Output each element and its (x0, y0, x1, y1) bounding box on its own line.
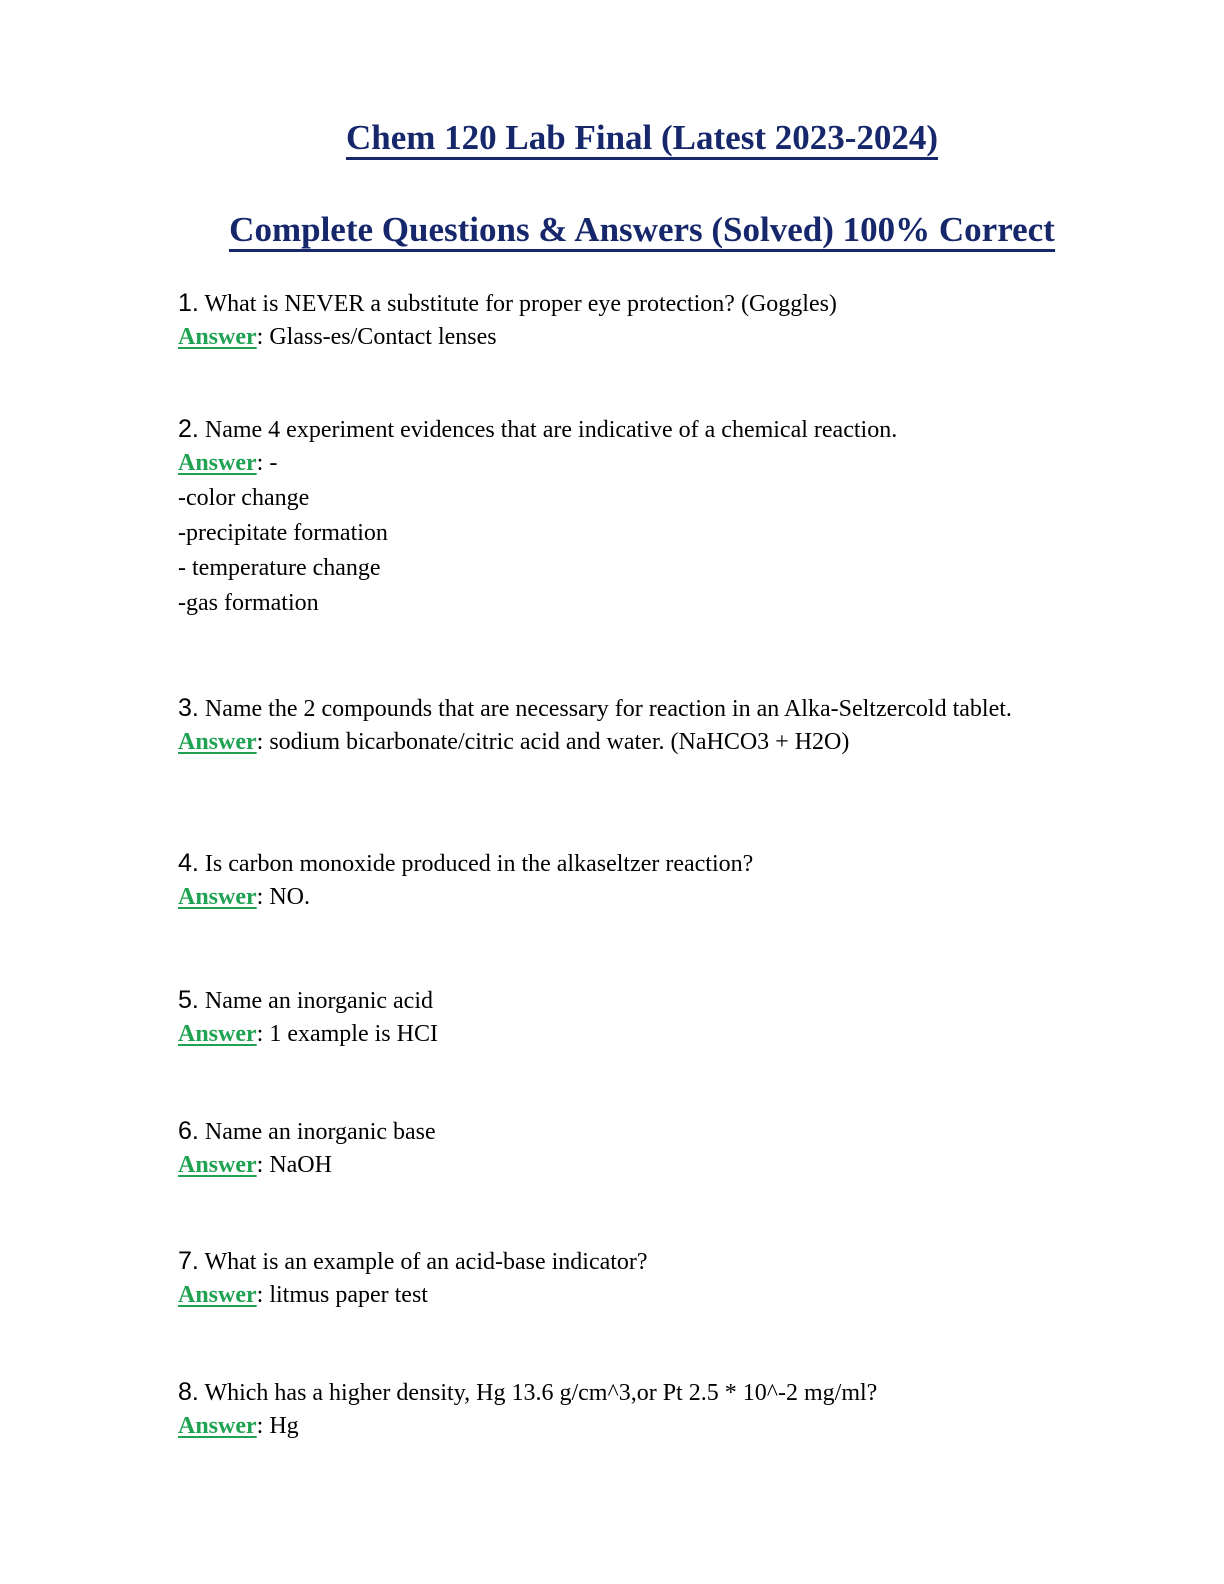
question-text: Is carbon monoxide produced in the alkaseltzer reaction? (204, 851, 754, 877)
document-title: Chem 120 Lab Final (Latest 2023-2024) (30, 118, 1224, 158)
answer-text: : litmus paper test (256, 1282, 428, 1308)
question-text: What is NEVER a substitute for proper eye protection? (Goggles) (204, 291, 837, 317)
answer-label: Answer (178, 729, 257, 755)
answer-1 (178, 320, 1098, 355)
question-block-6 (178, 1116, 1098, 1183)
question-block-4 (178, 848, 1098, 915)
answer-list-item: -gas formation (178, 590, 319, 616)
question-number: 7. (178, 1247, 199, 1275)
answer-4 (178, 880, 1098, 915)
answer-label: Answer (178, 1413, 257, 1439)
answer-text: : - (256, 450, 278, 476)
question-5 (178, 985, 1098, 1017)
question-1 (178, 288, 1098, 320)
question-number: 4. (178, 849, 199, 877)
answer-label: Answer (178, 884, 257, 910)
answer-list-item: -color change (178, 485, 310, 511)
answer-7 (178, 1278, 1098, 1313)
question-number: 6. (178, 1117, 199, 1145)
question-text: Name 4 experiment evidences that are indicative of a chemical reaction. (204, 417, 898, 443)
question-4 (178, 848, 1098, 880)
question-text: Name an inorganic base (204, 1119, 436, 1145)
answer-label: Answer (178, 1152, 257, 1178)
question-block-1 (178, 288, 1098, 355)
answer-label: Answer (178, 1021, 257, 1047)
question-number: 5. (178, 986, 199, 1014)
document-subtitle: Complete Questions & Answers (Solved) 100% Correct (30, 210, 1224, 250)
question-number: 8. (178, 1378, 199, 1406)
question-number: 2. (178, 415, 199, 443)
question-7 (178, 1246, 1098, 1278)
answer-2 (178, 446, 1098, 481)
answer-text: : Glass-es/Contact lenses (256, 324, 497, 350)
answer-label: Answer (178, 450, 257, 476)
question-block-5 (178, 985, 1098, 1052)
answer-list-item: -precipitate formation (178, 520, 388, 546)
answer-text: : NO. (256, 884, 310, 910)
answer-6 (178, 1148, 1098, 1183)
question-text: Name the 2 compounds that are necessary for reaction in an Alka-Seltzercold tablet. (204, 696, 1012, 722)
question-number: 3. (178, 694, 199, 722)
question-3 (178, 693, 1098, 725)
question-text: Which has a higher density, Hg 13.6 g/cm^3,or Pt 2.5 * 10^-2 mg/ml? (204, 1380, 878, 1406)
answer-text: : 1 example is HCI (256, 1021, 438, 1047)
question-2 (178, 414, 1098, 446)
question-block-2 (178, 414, 1098, 621)
question-block-8 (178, 1377, 1098, 1444)
question-text: What is an example of an acid-base indicator? (204, 1249, 648, 1275)
answer-text: : NaOH (256, 1152, 332, 1178)
question-block-3 (178, 693, 1098, 760)
answer-8 (178, 1409, 1098, 1444)
answer-3 (178, 725, 1098, 760)
answer-label: Answer (178, 324, 257, 350)
question-block-7 (178, 1246, 1098, 1313)
question-number: 1. (178, 289, 199, 317)
answer-5 (178, 1017, 1098, 1052)
answer-label: Answer (178, 1282, 257, 1308)
answer-text: : Hg (256, 1413, 299, 1439)
answer-list-item: - temperature change (178, 555, 381, 581)
question-text: Name an inorganic acid (204, 988, 433, 1014)
question-6 (178, 1116, 1098, 1148)
answer-text: : sodium bicarbonate/citric acid and water. (NaHCO3 + H2O) (256, 729, 850, 755)
question-8 (178, 1377, 1098, 1409)
